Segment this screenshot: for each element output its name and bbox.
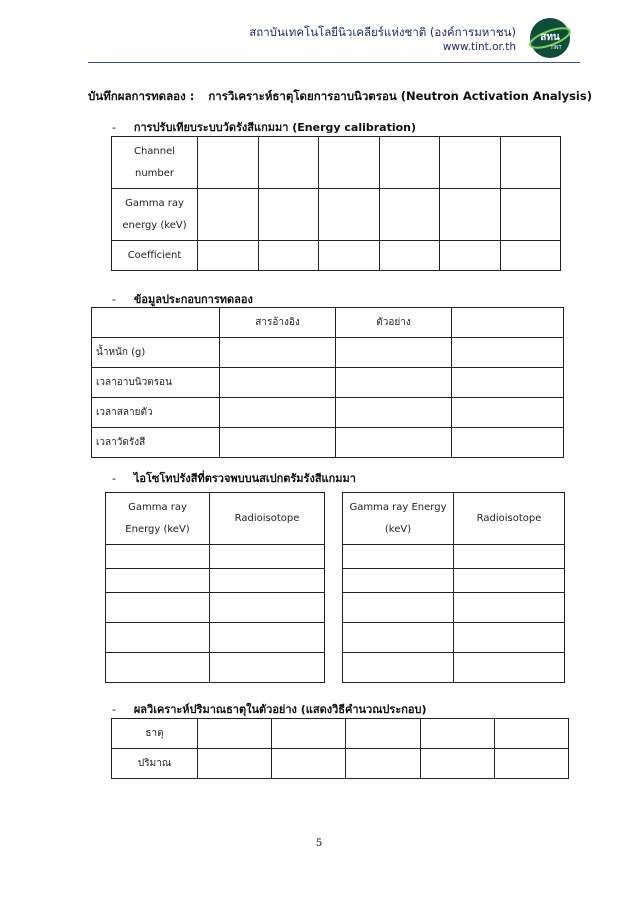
col-header-reference: สารอ้างอิง: [220, 308, 336, 338]
data-cell[interactable]: [258, 137, 319, 189]
data-cell[interactable]: [106, 593, 210, 623]
bullet-dash: -: [112, 703, 116, 716]
table-row: [343, 653, 565, 683]
section-title: การปรับเทียบระบบวัดรังสีแกมมา (Energy calibration): [133, 121, 417, 134]
data-cell[interactable]: [220, 398, 336, 428]
data-cell[interactable]: [420, 749, 494, 779]
data-cell[interactable]: [343, 569, 454, 593]
data-cell[interactable]: [343, 653, 454, 683]
header-organization: สถาบันเทคโนโลยีนิวเคลียร์แห่งชาติ (องค์การมหาชน): [249, 25, 516, 39]
row-header-quantity: ปริมาณ: [112, 749, 198, 779]
page-title: [88, 88, 592, 106]
data-cell[interactable]: [454, 623, 565, 653]
data-cell[interactable]: [319, 189, 380, 241]
data-cell[interactable]: [452, 338, 564, 368]
tint-logo-icon: [528, 16, 572, 60]
section-isotopes-heading: [112, 469, 356, 487]
data-cell[interactable]: [198, 241, 259, 271]
data-cell[interactable]: [272, 719, 346, 749]
bullet-dash: -: [112, 293, 116, 306]
data-cell[interactable]: [454, 545, 565, 569]
data-cell[interactable]: [454, 569, 565, 593]
row-header-irradiation-time: เวลาอาบนิวตรอน: [92, 368, 220, 398]
data-cell[interactable]: [220, 368, 336, 398]
quantity-table: [111, 718, 569, 779]
logo-sub: TINT: [550, 45, 562, 51]
table-row: [343, 623, 565, 653]
data-cell[interactable]: [319, 137, 380, 189]
data-cell[interactable]: [379, 241, 440, 271]
section-title: ไอโซโทปรังสีที่ตรวจพบบนสเปกตรัมรังสีแกมมา: [133, 472, 356, 485]
empty-header-cell: [92, 308, 220, 338]
experiment-table: [91, 307, 564, 458]
data-cell[interactable]: [452, 368, 564, 398]
data-cell[interactable]: [452, 398, 564, 428]
table-row: [92, 308, 564, 338]
data-cell[interactable]: [500, 189, 561, 241]
cell-text: number: [134, 167, 175, 179]
table-row: [92, 398, 564, 428]
data-cell[interactable]: [454, 653, 565, 683]
data-cell[interactable]: [500, 137, 561, 189]
data-cell[interactable]: [210, 545, 325, 569]
data-cell[interactable]: [440, 189, 501, 241]
row-header-weight: น้ำหนัก (g): [92, 338, 220, 368]
isotopes-right-table: [342, 492, 565, 683]
row-header-gamma-energy: [112, 189, 198, 241]
section-title: ข้อมูลประกอบการทดลอง: [133, 293, 253, 306]
cell-text: (keV): [384, 523, 412, 535]
row-header-decay-time: เวลาสลายตัว: [92, 398, 220, 428]
data-cell[interactable]: [258, 189, 319, 241]
calibration-table: [111, 136, 561, 271]
section-title: ผลวิเคราะห์ปริมาณธาตุในตัวอย่าง (แสดงวิธีคำนวณประกอบ): [133, 703, 427, 716]
data-cell[interactable]: [420, 719, 494, 749]
section-experiment-heading: [112, 290, 253, 308]
data-cell[interactable]: [198, 749, 272, 779]
table-row: [343, 545, 565, 569]
table-row: [112, 749, 569, 779]
title-text: การวิเคราะห์ธาตุโดยการอาบนิวตรอน (Neutron Activation Analysis): [208, 89, 592, 103]
col-header-radioisotope: Radioisotope: [454, 493, 565, 545]
header-divider: [88, 62, 580, 63]
isotopes-left-table: [105, 492, 325, 683]
data-cell[interactable]: [220, 338, 336, 368]
table-row: [106, 653, 325, 683]
section-quantity-heading: [112, 700, 427, 718]
col-header-radioisotope: Radioisotope: [210, 493, 325, 545]
cell-text: Channel: [133, 145, 176, 157]
data-cell[interactable]: [500, 241, 561, 271]
data-cell[interactable]: [106, 623, 210, 653]
table-row: [106, 623, 325, 653]
col-header-gamma-energy: [343, 493, 454, 545]
table-row: [112, 137, 561, 189]
row-header-channel: [112, 137, 198, 189]
data-cell[interactable]: [379, 137, 440, 189]
data-cell[interactable]: [346, 719, 420, 749]
data-cell[interactable]: [336, 338, 452, 368]
title-label: บันทึกผลการทดลอง :: [88, 89, 195, 103]
data-cell[interactable]: [440, 241, 501, 271]
data-cell[interactable]: [379, 189, 440, 241]
empty-header-cell: [452, 308, 564, 338]
table-row: [92, 428, 564, 458]
table-row: [112, 241, 561, 271]
data-cell[interactable]: [198, 189, 259, 241]
table-row: [343, 569, 565, 593]
table-row: [343, 593, 565, 623]
data-cell[interactable]: [106, 545, 210, 569]
table-row: [343, 493, 565, 545]
data-cell[interactable]: [220, 428, 336, 458]
table-row: [106, 545, 325, 569]
data-cell[interactable]: [258, 241, 319, 271]
table-row: [106, 569, 325, 593]
data-cell[interactable]: [210, 653, 325, 683]
data-cell[interactable]: [198, 137, 259, 189]
data-cell[interactable]: [336, 398, 452, 428]
cell-text: Gamma ray: [125, 197, 184, 209]
data-cell[interactable]: [346, 749, 420, 779]
cell-text: Gamma ray: [128, 501, 187, 513]
data-cell[interactable]: [494, 719, 568, 749]
table-row: [112, 719, 569, 749]
row-header-counting-time: เวลาวัดรังสี: [92, 428, 220, 458]
data-cell[interactable]: [494, 749, 568, 779]
data-cell[interactable]: [343, 593, 454, 623]
col-header-gamma-energy: [106, 493, 210, 545]
page-number: 5: [315, 838, 323, 849]
data-cell[interactable]: [336, 428, 452, 458]
data-cell[interactable]: [210, 623, 325, 653]
header-url: www.tint.or.th: [442, 41, 516, 53]
table-row: [106, 593, 325, 623]
table-row: [106, 493, 325, 545]
row-header-element: ธาตุ: [112, 719, 198, 749]
section-calibration-heading: [112, 118, 416, 136]
data-cell[interactable]: [336, 368, 452, 398]
table-row: [92, 368, 564, 398]
data-cell[interactable]: [343, 545, 454, 569]
logo-text: สทน: [540, 32, 560, 43]
cell-text: Gamma ray Energy: [349, 501, 447, 513]
data-cell[interactable]: [210, 569, 325, 593]
data-cell[interactable]: [452, 428, 564, 458]
data-cell[interactable]: [210, 593, 325, 623]
table-row: [112, 189, 561, 241]
data-cell[interactable]: [106, 569, 210, 593]
row-header-coefficient: Coefficient: [112, 241, 198, 271]
col-header-sample: ตัวอย่าง: [336, 308, 452, 338]
cell-text: Energy (keV): [125, 523, 190, 535]
data-cell[interactable]: [343, 623, 454, 653]
cell-text: energy (keV): [122, 219, 187, 231]
data-cell[interactable]: [454, 593, 565, 623]
data-cell[interactable]: [106, 653, 210, 683]
table-row: [92, 338, 564, 368]
bullet-dash: -: [112, 121, 116, 134]
data-cell[interactable]: [440, 137, 501, 189]
data-cell[interactable]: [272, 749, 346, 779]
data-cell[interactable]: [319, 241, 380, 271]
bullet-dash: -: [112, 472, 116, 485]
data-cell[interactable]: [198, 719, 272, 749]
